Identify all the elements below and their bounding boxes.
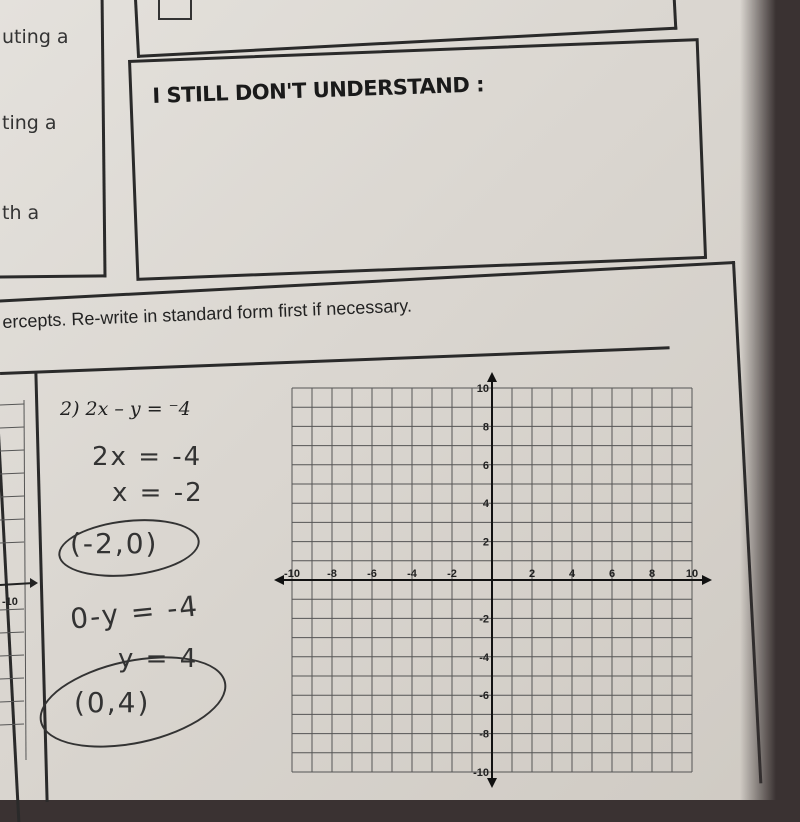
left-text-2: ting a: [2, 112, 57, 134]
y-axis-arrow-down: [487, 778, 497, 788]
x-tick-label: 6: [608, 568, 616, 580]
y-tick-label: -10: [473, 767, 489, 779]
x-axis-arrow-left: [274, 575, 284, 585]
y-tick-label: 8: [482, 421, 489, 434]
hw-y-intercept: (0,4): [74, 686, 151, 719]
x-axis-arrow-right: [702, 575, 712, 585]
y-tick-label: -4: [479, 651, 489, 664]
hw-line1: 2x = -4: [92, 442, 203, 472]
x-tick-label: -10: [284, 568, 300, 580]
y-tick-label: -8: [479, 728, 489, 741]
left-text-3: th a: [2, 202, 40, 224]
background-edge: [740, 0, 800, 800]
x-tick-label: 2: [528, 568, 536, 580]
x-tick-label: -4: [407, 568, 417, 580]
y-tick-label: 10: [476, 383, 489, 395]
left-text-1: uting a: [2, 26, 69, 48]
y-tick-label: 6: [482, 459, 489, 472]
x-tick-label: -2: [447, 568, 457, 580]
y-tick-label: -2: [479, 613, 489, 626]
y-tick-label: 2: [482, 536, 489, 549]
instructions: ercepts. Re-write in standard form first if necessary.: [2, 295, 413, 332]
x-tick-label: -6: [367, 568, 377, 580]
x-tick-label: 4: [568, 568, 576, 580]
y-axis-arrow-up: [487, 372, 497, 382]
hw-line3: 0-y = -4: [68, 589, 201, 636]
x-tick-label: 8: [648, 568, 656, 580]
x-tick-label: 10: [685, 568, 699, 580]
left-grid-label: -10: [2, 596, 18, 608]
y-tick-label: 4: [482, 498, 489, 511]
x-tick-label: -8: [327, 568, 337, 580]
still-understand-title: I STILL DON'T UNDERSTAND :: [152, 72, 485, 108]
hw-x-intercept: (-2,0): [70, 527, 159, 560]
hw-line4: y = 4: [118, 644, 199, 674]
hw-line2: x = -2: [112, 478, 204, 508]
y-tick-label: -6: [479, 690, 489, 703]
problem-label: 2) 2x – y = ⁻4: [60, 398, 191, 420]
